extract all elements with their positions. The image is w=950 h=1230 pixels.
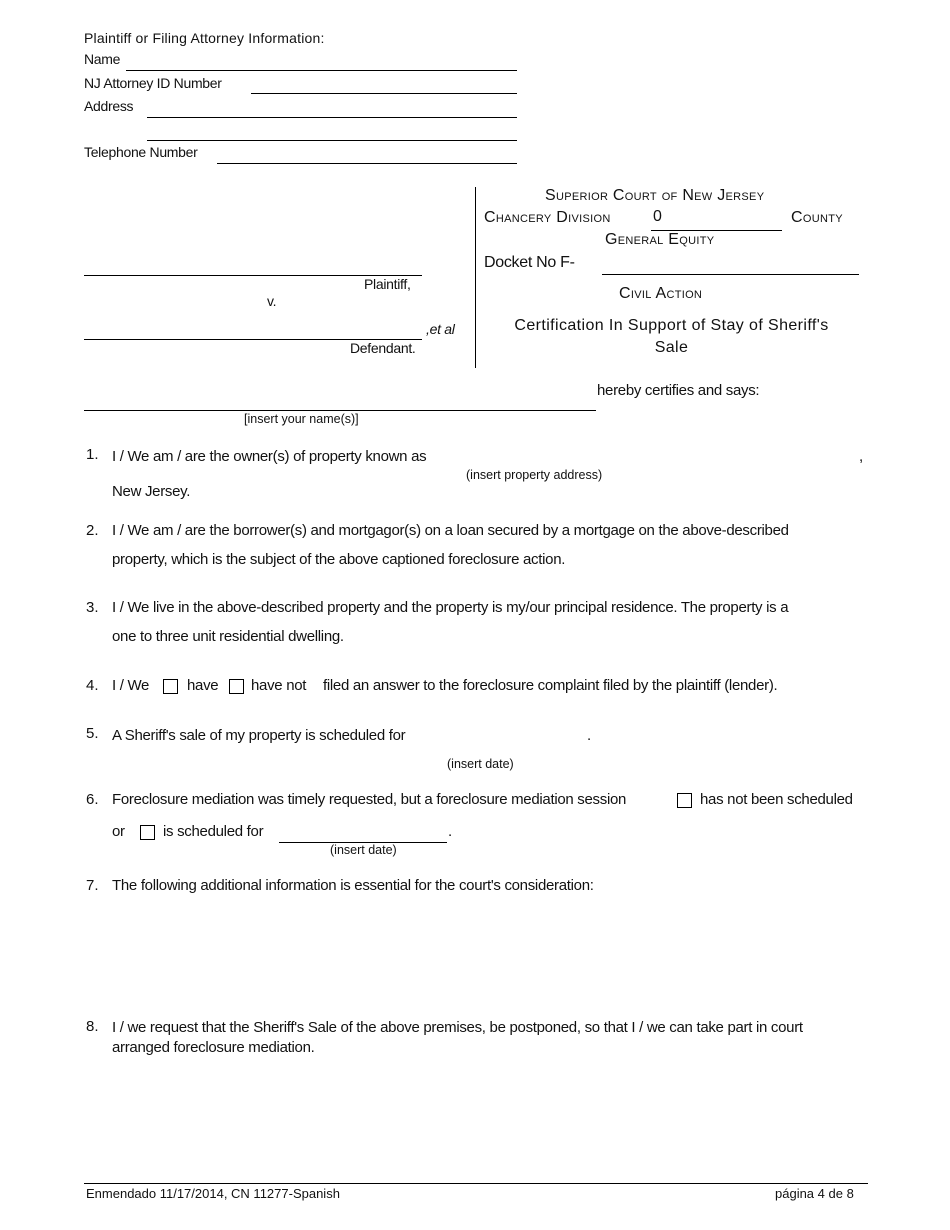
property-address-field[interactable] bbox=[466, 447, 856, 467]
defendant-label: Defendant. bbox=[350, 340, 416, 356]
item-4-subject: I / We bbox=[112, 677, 150, 694]
et-al-label: ,et al bbox=[426, 321, 455, 337]
name-field[interactable] bbox=[126, 70, 517, 71]
caption-divider bbox=[475, 187, 476, 368]
item-8-line2: arranged foreclosure mediation. bbox=[112, 1039, 315, 1056]
item-6-period: . bbox=[448, 823, 452, 840]
sale-date-field[interactable] bbox=[442, 726, 584, 746]
have-not-filed-checkbox[interactable] bbox=[229, 679, 244, 694]
certifies-text: hereby certifies and says: bbox=[597, 382, 760, 399]
court-name: Superior Court of New Jersey bbox=[545, 187, 765, 204]
not-scheduled-checkbox[interactable] bbox=[677, 793, 692, 808]
telephone-label: Telephone Number bbox=[84, 144, 198, 160]
have-not-label: have not bbox=[251, 677, 307, 694]
item-5-text: A Sheriff's sale of my property is scheduled for bbox=[112, 727, 406, 744]
item-8-line1: I / we request that the Sheriff's Sale of the above premises, be postponed, so that I / we can take part in court bbox=[112, 1019, 803, 1036]
item-1-line2: New Jersey. bbox=[112, 483, 191, 500]
item-3-number: 3. bbox=[86, 599, 99, 616]
telephone-field[interactable] bbox=[217, 163, 517, 164]
item-1-text: I / We am / are the owner(s) of property known as bbox=[112, 448, 427, 465]
versus-label: v. bbox=[267, 293, 277, 309]
item-7-number: 7. bbox=[86, 877, 99, 894]
footer-revision: Enmendado 11/17/2014, CN 11277-Spanish bbox=[86, 1186, 340, 1201]
attorney-id-label: NJ Attorney ID Number bbox=[84, 75, 222, 91]
not-scheduled-label: has not been scheduled bbox=[700, 791, 853, 808]
civil-action-label: Civil Action bbox=[619, 285, 703, 302]
item-4-number: 4. bbox=[86, 677, 99, 694]
have-label: have bbox=[187, 677, 219, 694]
attorney-heading: Plaintiff or Filing Attorney Information: bbox=[84, 30, 325, 46]
item-1-comma: , bbox=[859, 448, 863, 465]
item-2-line2: property, which is the subject of the above captioned foreclosure action. bbox=[112, 551, 566, 568]
footer-rule bbox=[84, 1183, 868, 1184]
item-5-number: 5. bbox=[86, 725, 99, 742]
item-3-text bbox=[112, 593, 788, 651]
item-4-rest: filed an answer to the foreclosure complaint filed by the plaintiff (lender). bbox=[323, 677, 778, 694]
name-label: Name bbox=[84, 51, 121, 67]
additional-information-area[interactable] bbox=[112, 900, 858, 1000]
item-6-text: Foreclosure mediation was timely requested, but a foreclosure mediation session bbox=[112, 791, 627, 808]
sale-date-hint: (insert date) bbox=[447, 757, 514, 771]
address-field-2[interactable] bbox=[147, 140, 517, 141]
plaintiff-label: Plaintiff, bbox=[364, 276, 411, 292]
docket-label: Docket No F- bbox=[484, 254, 575, 271]
have-filed-checkbox[interactable] bbox=[163, 679, 178, 694]
certifier-name-hint: [insert your name(s)] bbox=[244, 412, 359, 426]
docket-field[interactable] bbox=[602, 274, 859, 275]
item-2-number: 2. bbox=[86, 522, 99, 539]
item-6-or: or bbox=[112, 823, 125, 840]
item-6-number: 6. bbox=[86, 791, 99, 808]
item-2-text bbox=[112, 516, 789, 574]
item-8-text bbox=[112, 1018, 803, 1058]
scheduled-checkbox[interactable] bbox=[140, 825, 155, 840]
county-value[interactable]: 0 bbox=[653, 208, 662, 225]
item-8-number: 8. bbox=[86, 1018, 99, 1035]
address-field-1[interactable] bbox=[147, 117, 517, 118]
mediation-date-hint: (insert date) bbox=[330, 843, 397, 857]
certifier-name-field[interactable] bbox=[84, 410, 596, 411]
certification-title-line1: Certification In Support of Stay of Sheriff's bbox=[514, 317, 829, 334]
certification-title-line2: Sale bbox=[654, 339, 689, 356]
property-address-hint: (insert property address) bbox=[466, 468, 603, 482]
item-5-period: . bbox=[587, 727, 591, 744]
chancery-division-label: Chancery Division bbox=[484, 209, 611, 226]
attorney-id-field[interactable] bbox=[251, 93, 517, 94]
item-7-text: The following additional information is essential for the court's consideration: bbox=[112, 877, 594, 894]
item-3-line1: I / We live in the above-described property and the property is my/our principal residence. The property is a bbox=[112, 599, 789, 616]
item-2-line1: I / We am / are the borrower(s) and mortgagor(s) on a loan secured by a mortgage on the above-described bbox=[112, 522, 789, 539]
item-1-number: 1. bbox=[86, 446, 99, 463]
general-equity-label: General Equity bbox=[605, 231, 715, 248]
address-label: Address bbox=[84, 98, 134, 114]
county-label: County bbox=[791, 209, 843, 226]
certification-title bbox=[484, 315, 859, 359]
footer-page-number: página 4 de 8 bbox=[775, 1186, 854, 1201]
scheduled-label: is scheduled for bbox=[163, 823, 264, 840]
item-3-line2: one to three unit residential dwelling. bbox=[112, 628, 344, 645]
